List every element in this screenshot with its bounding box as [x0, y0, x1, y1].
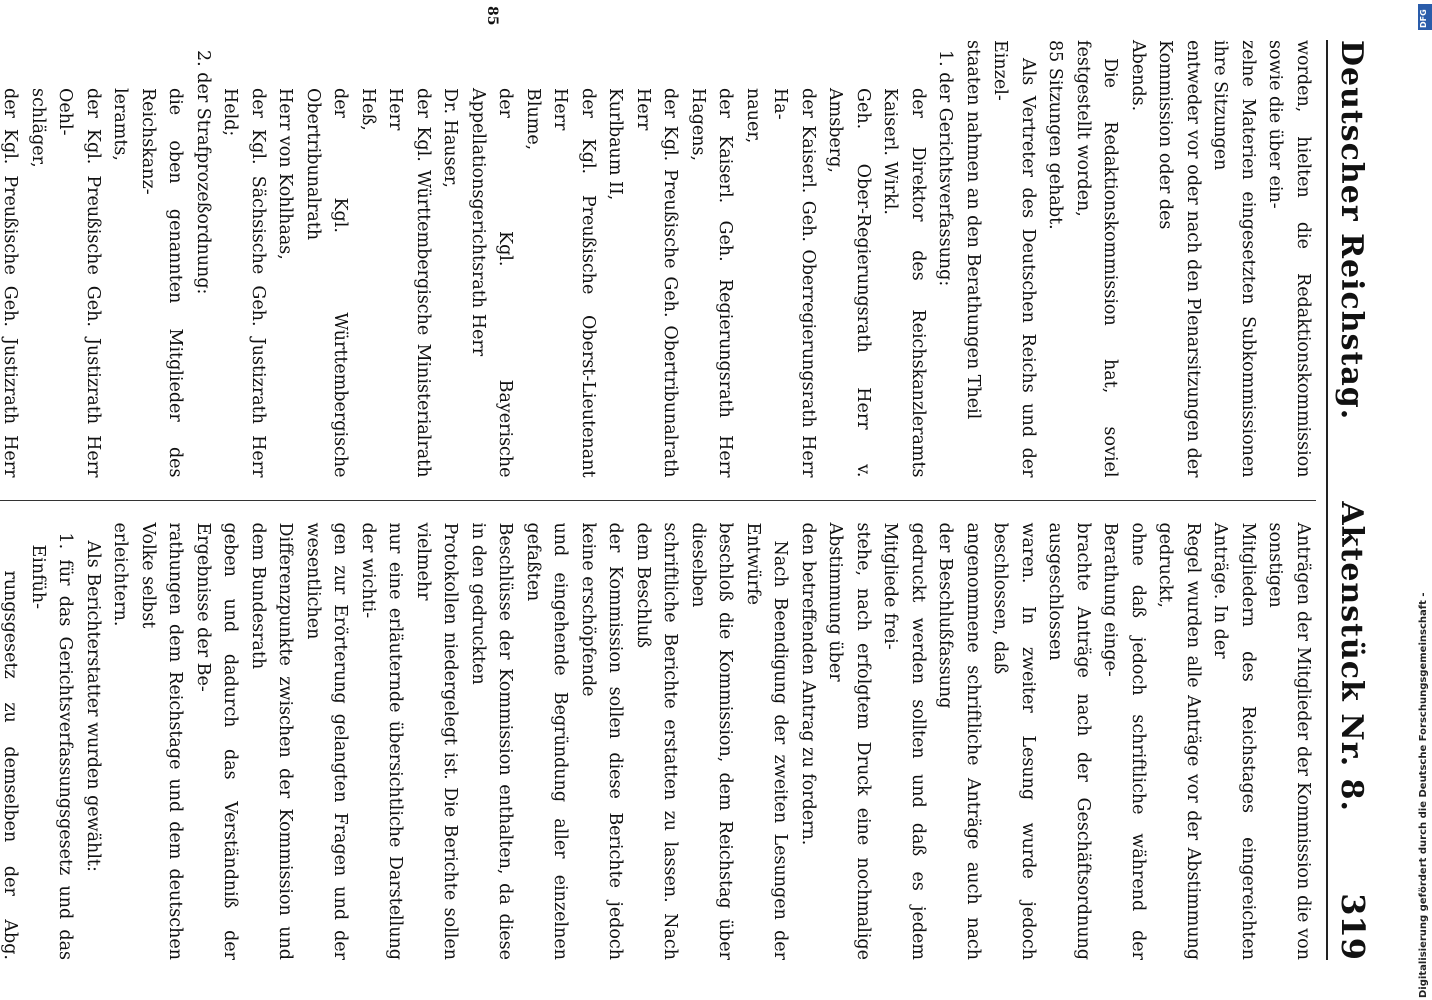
- text-line: nauer,: [743, 88, 763, 144]
- text-line: Nach Beendigung der zweiten Lesungen der Entwürfe: [743, 522, 791, 960]
- text-line: Differenzpunkte zwischen der Kommission und dem Bundesrath: [248, 522, 296, 960]
- text-line: Geh. Ober-Regierungsrath Herr v. Amsberg,: [825, 88, 873, 478]
- header-document-number: Aktenstück Nr. 8.: [1334, 501, 1369, 812]
- text-line: Anträgen der Mitglieder der Kommission die von sonstigen: [1265, 522, 1313, 960]
- text-line: worden, hielten die Redaktionskommission sowie die über ein-: [1265, 40, 1313, 478]
- text-line: stehe, nach erfolgtem Druck eine nochmalige Abstimmung über: [825, 522, 873, 960]
- text-line: Regel wurden alle Anträge vor der Abstimmung gedruckt,: [1155, 522, 1203, 960]
- text-line: 1. für das Gerichtsverfassungsgesetz und das Einfüh-: [28, 532, 76, 960]
- page-header: [1326, 40, 1372, 960]
- column-divider: [0, 500, 1316, 501]
- text-line: gen zur Erörterung gelangten Fragen und der wesentlichen: [303, 522, 351, 960]
- text-line: beschloß die Kommission, dem Reichstag über dieselben: [688, 522, 736, 960]
- text-line: Als Vertreter des Deutschen Reichs und der Einzel-: [990, 40, 1038, 478]
- text-line: Beschlüsse der Kommission enthalten, da diese in den gedruckten: [468, 522, 516, 960]
- text-line: der Kgl. Sächsische Geh. Justizrath Herr Held;: [220, 88, 268, 478]
- text-line: angenommene schriftliche Anträge auch nach der Beschlußfassung: [935, 522, 983, 960]
- text-line: die oben genannten Mitglieder des Reichskanz-: [138, 88, 186, 478]
- text-line: leramts,: [110, 88, 131, 161]
- text-line: Protokollen niedergelegt ist. Die Berichte sollen vielmehr: [413, 522, 461, 960]
- text-line: der Kaiserl. Geh. Oberregierungsrath Herr Ha-: [770, 88, 818, 478]
- digitization-credit: Digitalisierung gefördert durch die Deutsche Forschungsgemeinschaft -: [1418, 592, 1429, 998]
- text-line: zelne Materien eingesetzten Subkommissionen ihre Sitzungen: [1210, 40, 1258, 478]
- text-line: schläger,: [28, 88, 48, 168]
- text-line: der Kgl. Preußische Geh. Obertribunalrath Herr: [633, 88, 681, 478]
- text-line: Die Redaktionskommission hat, soviel festgestellt worden,: [1073, 40, 1121, 478]
- text-line: Dr. Hauser,: [440, 88, 461, 188]
- text-line: 1. der Gerichtsverfassung:: [935, 50, 956, 287]
- text-line: Blume,: [523, 88, 543, 151]
- text-line: der Kgl. Württembergische Obertribunalrath: [303, 88, 351, 478]
- text-line: der Kommission sollen diese Berichte jedoch keine erschöpfende: [578, 522, 626, 960]
- dfg-logo-text: DFG: [1419, 9, 1428, 28]
- text-line: der Kgl. Württembergische Ministerialrath Herr: [385, 88, 433, 478]
- text-line: der Direktor des Reichskanzleramts Kaiserl. Wirkl.: [880, 88, 928, 478]
- margin-note: 85: [484, 6, 500, 26]
- text-line: Herr von Kohlhaas,: [275, 88, 296, 260]
- text-line: ohne daß jedoch schriftliche während der Berathung einge-: [1100, 522, 1148, 960]
- page-number: 319: [1334, 893, 1372, 960]
- text-line: 85 Sitzungen gehabt.: [1045, 40, 1066, 230]
- text-line: brachte Anträge nach der Geschäftsordnung ausgeschlossen: [1045, 522, 1093, 960]
- text-line: entweder vor oder nach den Plenarsitzungen der Kommission oder des: [1155, 40, 1203, 478]
- text-line: und eingehende Begründung aller einzelnen gefaßten: [523, 522, 571, 960]
- text-line: gedruckt werden sollten und daß es jedem Mitgliede frei-: [880, 522, 928, 960]
- text-line: der Kgl. Preußische Geh. Justizrath Herr Oehl-: [55, 88, 103, 478]
- dfg-logo: [1418, 4, 1432, 30]
- text-columns: [0, 40, 1316, 960]
- text-line: 2. der Strafprozeßordnung:: [193, 50, 213, 295]
- text-line: der Kgl. Preußische Geh. Justizrath Herr: [0, 88, 21, 478]
- text-line: der Kaiserl. Geh. Regierungsrath Herr Hagens,: [688, 88, 736, 478]
- text-line: Abends.: [1128, 40, 1148, 112]
- text-line: Heß,: [358, 88, 378, 131]
- text-line: den betreffenden Antrag zu fordern.: [798, 522, 818, 846]
- text-line: Mitgliedern des Reichstages eingereichten Anträge. In der: [1210, 522, 1258, 960]
- text-line: rungsgesetz zu demselben der Abg.: [0, 570, 21, 960]
- text-line: schriftliche Berichte erstatten zu lassen. Nach dem Beschluß: [633, 522, 681, 960]
- text-line: nur eine erläuternde übersichtliche Darstellung der wichti-: [358, 522, 406, 960]
- header-publication: Deutscher Reichstag.: [1334, 40, 1369, 421]
- text-line: der Kgl. Bayerische Appellationsgerichtsrath Herr: [468, 88, 516, 478]
- text-line: Kurlbaum II,: [605, 88, 626, 201]
- text-line: der Kgl. Preußische Oberst-Lieutenant Herr: [550, 88, 598, 478]
- text-line: staaten nahmen an den Berathungen Theil: [963, 40, 983, 420]
- text-line: rathungen dem Reichstage und dem deutschen Volke selbst: [138, 522, 186, 960]
- text-line: waren. In zweiter Lesung wurde jedoch beschlossen, daß: [990, 522, 1038, 960]
- right-column: [0, 523, 1316, 961]
- text-line: Als Berichterstatter wurden gewählt:: [83, 540, 103, 872]
- text-line: erleichtern.: [110, 522, 131, 627]
- text-line: geben und dadurch das Verständniß der Ergebnisse der Be-: [193, 522, 241, 960]
- left-column: [0, 40, 1316, 478]
